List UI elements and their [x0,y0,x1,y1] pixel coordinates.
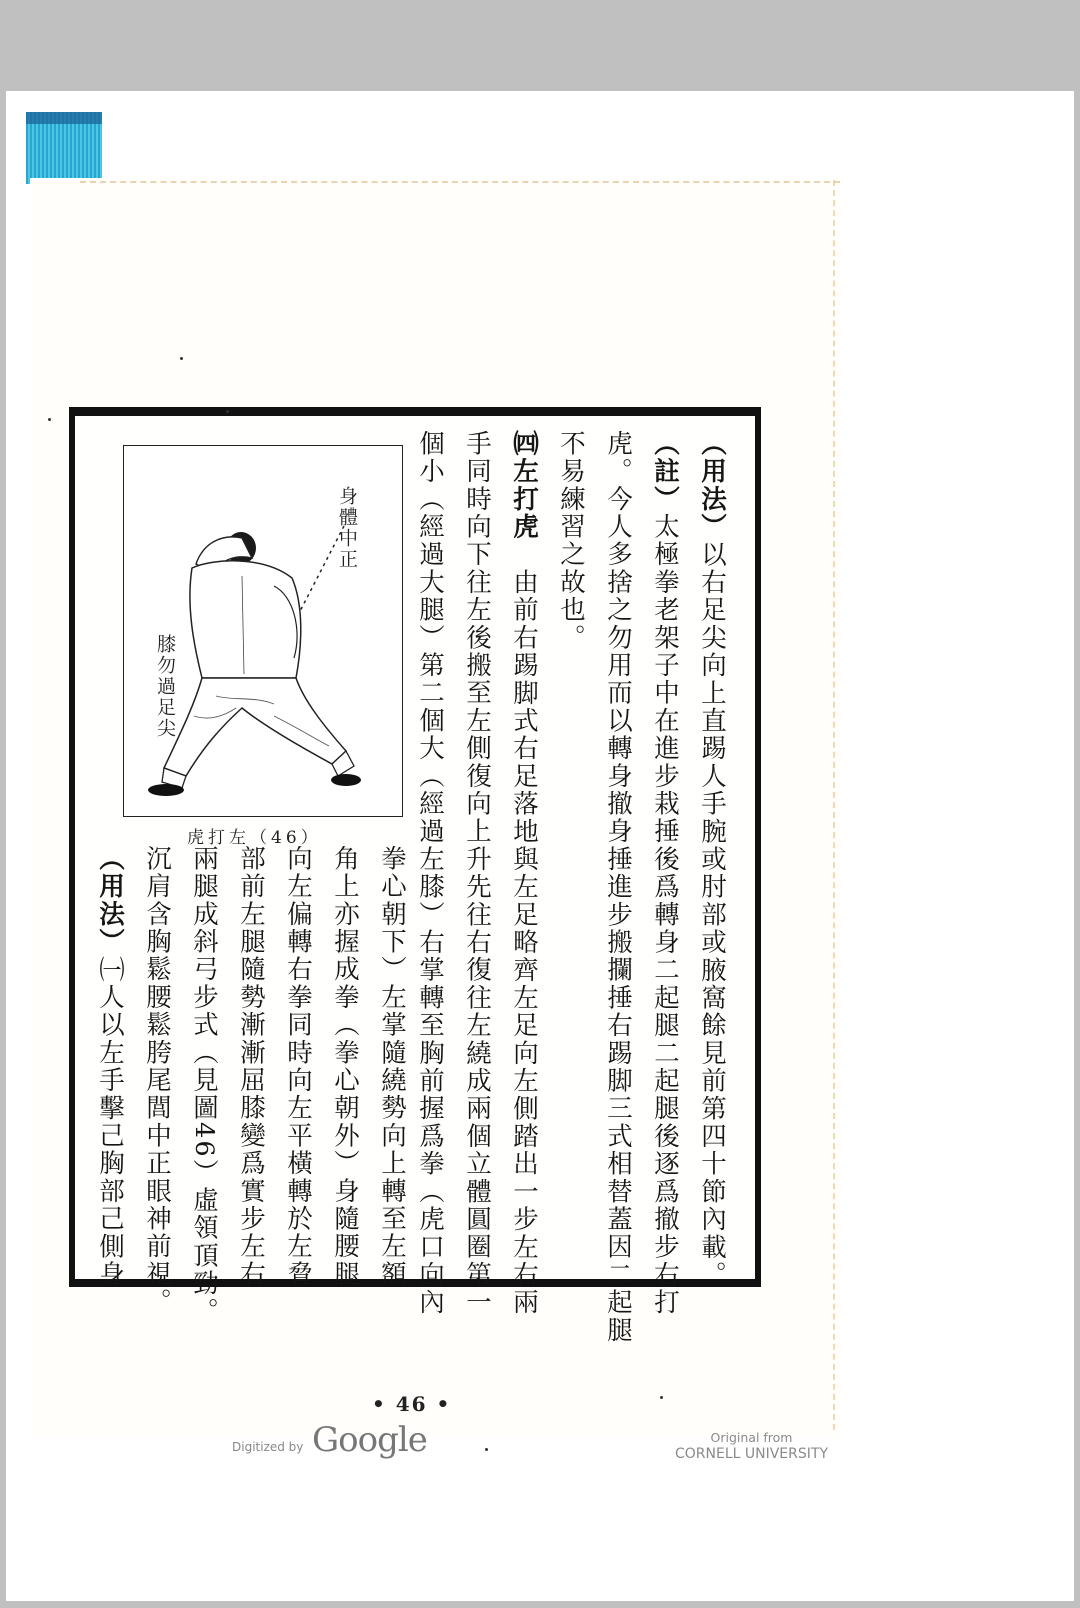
body-text: ㈠人以左手擊己胸部己側身 [95,955,125,1289]
upper-text-column [641,430,689,1317]
google-logo: Google [312,1420,427,1460]
lower-text-column [133,845,181,1316]
section-heading: ㈣左打虎 [509,430,539,541]
section-heading: （註） [650,430,680,514]
upper-text-column [688,430,736,1289]
lower-text-column [180,845,228,1326]
body-text: 拳心朝下）左掌隨繞勢向上轉至左額 [377,845,407,1289]
speck [226,410,229,413]
section-heading: （用法） [95,845,125,956]
upper-text-column [547,430,595,1270]
institution-name: CORNELL UNIVERSITY [674,1446,828,1462]
body-text: 角上亦握成拳（拳心朝外）身隨腰腿 [330,845,360,1289]
body-text: 由前右踢脚式右足落地與左足略齊左足向左側踏出一步左右兩 [509,540,539,1317]
body-text: 兩腿成斜弓步式（見圖46）虛領頂勁。 [189,845,219,1326]
upper-text-column [594,430,642,1345]
lower-text-column [86,845,134,1289]
speck [48,418,51,421]
paper-edge-right [833,180,835,1430]
annotation-body-upright: 身體中正 [336,486,358,570]
body-text: 虎。今人多捨之勿用而以轉身撤身捶進步搬攔捶右踢脚三式相替蓋因二起腿 [603,430,633,1345]
section-heading: （用法） [697,430,727,541]
martial-artist-drawing [124,446,404,818]
figure-illustration [123,445,403,817]
annotation-knee: 膝勿過足尖 [154,634,176,739]
digitized-by-label: Digitized by [232,1440,304,1454]
paper-edge-top [80,181,840,183]
original-from-credit [674,1430,829,1462]
lower-text-column [274,845,322,1289]
upper-text-column [453,430,501,1317]
lower-text-column [321,845,369,1289]
body-text: 不易練習之故也。 [556,430,586,652]
figure-caption: 虎打左（46） [187,828,322,848]
speck [660,1396,663,1399]
body-text: 沉肩含胸鬆腰鬆胯尾閭中正眼神前視。 [142,845,172,1316]
lower-text-column [368,845,416,1289]
page-number: • 46 • [372,1392,452,1416]
speck [485,1448,488,1451]
body-text: 向左偏轉右拳同時向左平橫轉於左脅 [283,845,313,1289]
body-text: 部前左腿隨勢漸漸屈膝變爲實步左右 [236,845,266,1289]
original-from-label: Original from [710,1430,793,1445]
lower-text-column [227,845,275,1289]
speck [180,357,183,360]
body-text: 個小（經過大腿）第二個大（經過左膝）右掌轉至胸前握爲拳（虎口向內 [415,430,445,1317]
upper-text-column [500,430,548,1317]
body-text: 手同時向下往左後搬至左側復向上升先往右復往左繞成兩個立體圓圈第一 [462,430,492,1317]
color-calibration-tab [26,112,102,184]
body-text: 以右足尖向上直踢人手腕或肘部或腋窩餘見前第四十節內載。 [697,540,727,1289]
body-text: 太極拳老架子中在進步栽捶後爲轉身二起腿二起腿後逐爲撤步右打 [650,513,680,1317]
